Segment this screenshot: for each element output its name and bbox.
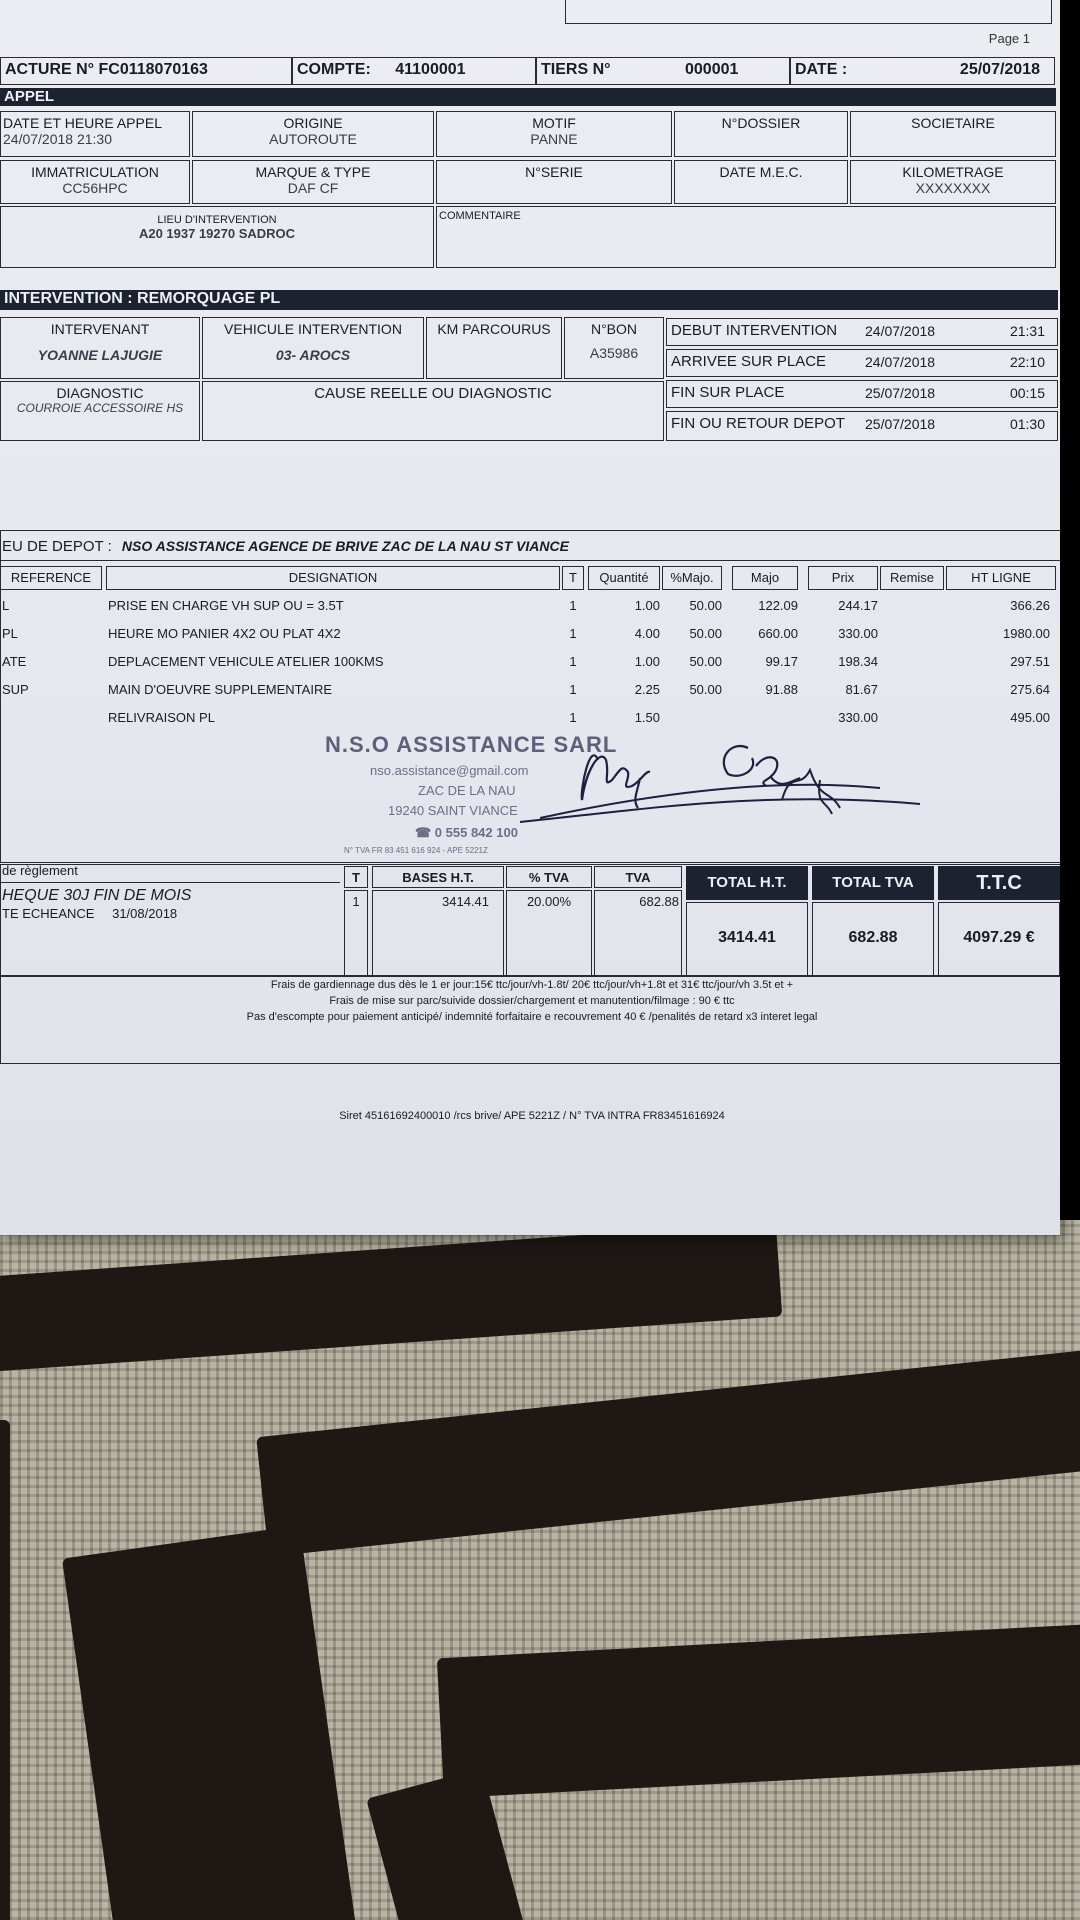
cell-pmajo: 50.00 <box>689 598 722 613</box>
cell-ref: L <box>2 598 10 613</box>
stamp-phone: ☎ 0 555 842 100 <box>415 825 518 840</box>
total-ht-value: 3414.41 <box>686 902 808 976</box>
cell-des: PRISE EN CHARGE VH SUP OU = 3.5T <box>108 598 344 613</box>
vat-label: TVA <box>594 866 682 888</box>
cell-t: 1 <box>569 682 577 697</box>
cell-prix: 198.34 <box>838 654 878 669</box>
account-value: 41100001 <box>395 61 466 78</box>
cell-majo: 122.09 <box>758 598 798 613</box>
stamp-address-2: 19240 SAINT VIANCE <box>388 803 518 818</box>
time-date: 24/07/2018 <box>865 323 936 339</box>
time-hour: 01:30 <box>1009 416 1045 432</box>
vehicle-label: VEHICULE INTERVENTION <box>224 321 402 337</box>
time-label: ARRIVEE SUR PLACE <box>671 353 827 370</box>
date-label: DATE : <box>795 61 848 78</box>
divider <box>0 882 340 883</box>
cell-qty: 1.00 <box>634 598 660 613</box>
time-hour: 21:31 <box>1009 323 1045 339</box>
stamp-tva: N° TVA FR 83 451 616 924 - APE 5221Z <box>344 846 488 855</box>
time-label: FIN OU RETOUR DEPOT <box>671 415 845 432</box>
time-date: 25/07/2018 <box>865 416 936 432</box>
due-date-row <box>2 906 177 921</box>
total-vat-label: TOTAL TVA <box>812 866 934 900</box>
cell-qty: 1.00 <box>634 654 660 669</box>
col-ht-line: HT LIGNE <box>946 566 1056 590</box>
conditions-line-2: Frais de mise sur parc/suivide dossier/chargement et manutention/filmage : 90 € ttc <box>329 995 735 1007</box>
payment-mode: HEQUE 30J FIN DE MOIS <box>2 887 192 904</box>
cell-t: 1 <box>569 598 577 613</box>
siret-line: Siret 45161692400010 /rcs brive/ APE 5221Z / N° TVA INTRA FR83451616924 <box>339 1110 725 1122</box>
call-datetime-label: DATE ET HEURE APPEL <box>3 115 162 131</box>
carpet-background <box>0 1220 1080 1920</box>
cell-t: 1 <box>569 710 577 725</box>
total-vat-value: 682.88 <box>812 902 934 976</box>
cell-prix: 330.00 <box>838 626 878 641</box>
comment-label: COMMENTAIRE <box>439 210 521 222</box>
comment-cell <box>436 206 1056 268</box>
date-value: 25/07/2018 <box>959 61 1040 78</box>
total-ht-label: TOTAL H.T. <box>686 866 808 900</box>
cell-ref: SUP <box>2 682 29 697</box>
col-pct-majo: %Majo. <box>662 566 722 590</box>
motive-cell <box>436 111 672 157</box>
bon-cell <box>564 317 664 379</box>
location-value: A20 1937 19270 SADROC <box>138 226 296 241</box>
cause-cell <box>202 381 664 441</box>
vat-pct-label: % TVA <box>506 866 592 888</box>
societaire-cell <box>850 111 1056 157</box>
cell-prix: 81.67 <box>845 682 878 697</box>
account-label: COMPTE: <box>297 61 371 78</box>
signature-image <box>520 730 940 840</box>
cause-label: CAUSE REELLE OU DIAGNOSTIC <box>314 385 552 402</box>
origin-label: ORIGINE <box>283 115 343 131</box>
time-label: DEBUT INTERVENTION <box>671 322 838 339</box>
vehicle-value: 03- AROCS <box>275 347 351 363</box>
account-box <box>292 57 536 85</box>
diagnostic-value: COURROIE ACCESSOIRE HS <box>16 401 184 415</box>
top-address-box <box>565 0 1052 24</box>
mileage-cell <box>850 160 1056 204</box>
time-date: 25/07/2018 <box>865 385 936 401</box>
cell-t: 1 <box>569 654 577 669</box>
diagnostic-cell <box>0 381 200 441</box>
bon-value: A35986 <box>589 345 639 361</box>
brand-cell <box>192 160 434 204</box>
plate-cell <box>0 160 190 204</box>
col-reference: REFERENCE <box>0 566 102 590</box>
cell-majo: 99.17 <box>765 654 798 669</box>
date-box <box>790 57 1055 85</box>
due-date-value: 31/08/2018 <box>112 906 178 921</box>
tiers-label: TIERS N° <box>541 61 611 78</box>
cell-ref: PL <box>2 626 18 641</box>
cell-qty: 4.00 <box>634 626 660 641</box>
cell-des: DEPLACEMENT VEHICULE ATELIER 100KMS <box>108 654 384 669</box>
appel-section-title: APPEL <box>0 88 1056 106</box>
depot-label: EU DE DEPOT : <box>2 538 112 555</box>
plate-value: CC56HPC <box>62 180 128 196</box>
location-label: LIEU D'INTERVENTION <box>157 214 277 226</box>
col-t: T <box>562 566 584 590</box>
tiers-box <box>536 57 790 85</box>
brand-value: DAF CF <box>287 180 339 196</box>
col-quantity: Quantité <box>588 566 660 590</box>
cell-majo: 91.88 <box>765 682 798 697</box>
bases-value: 3414.41 <box>372 890 504 976</box>
cell-qty: 1.50 <box>634 710 660 725</box>
intervenant-label: INTERVENANT <box>50 321 150 337</box>
cell-ht: 1980.00 <box>1003 626 1050 641</box>
dossier-cell <box>674 111 848 157</box>
divider <box>0 560 1060 561</box>
vehicle-cell <box>202 317 424 379</box>
cell-prix: 244.17 <box>838 598 878 613</box>
cell-majo: 660.00 <box>758 626 798 641</box>
vat-value: 682.88 <box>594 890 682 976</box>
vat-pct-value: 20.00% <box>506 890 592 976</box>
cell-des: HEURE MO PANIER 4X2 OU PLAT 4X2 <box>108 626 341 641</box>
origin-value: AUTOROUTE <box>269 131 357 147</box>
stamp-address-1: ZAC DE LA NAU <box>418 783 516 798</box>
cell-qty: 2.25 <box>634 682 660 697</box>
ttc-value: 4097.29 € <box>938 902 1060 976</box>
motive-label: MOTIF <box>532 115 576 131</box>
cell-des: RELIVRAISON PL <box>108 710 215 725</box>
call-datetime-cell <box>0 111 190 157</box>
time-row-arrival <box>666 349 1058 377</box>
serial-label: N°SERIE <box>525 164 583 180</box>
due-date-label: TE ECHEANCE <box>2 906 95 921</box>
time-label: FIN SUR PLACE <box>671 384 785 401</box>
cell-ht: 366.26 <box>1010 598 1050 613</box>
mileage-label: KILOMETRAGE <box>902 164 1004 180</box>
time-row-return <box>666 411 1058 441</box>
cell-prix: 330.00 <box>838 710 878 725</box>
mec-date-label: DATE M.E.C. <box>719 164 803 180</box>
intervenant-cell <box>0 317 200 379</box>
time-hour: 00:15 <box>1009 385 1045 401</box>
mec-date-cell <box>674 160 848 204</box>
cell-ht: 495.00 <box>1010 710 1050 725</box>
cell-ref: ATE <box>2 654 27 669</box>
mileage-value: XXXXXXXX <box>915 180 991 196</box>
conditions-line-1: Frais de gardiennage dus dès le 1 er jour:15€ ttc/jour/vh-1.8t/ 20€ ttc/jour/vh+1.8t et 31€ ttc/jour/vh 3.5t et + <box>270 979 794 991</box>
bon-label: N°BON <box>590 321 638 337</box>
conditions-line-3: Pas d'escompte pour paiement anticipé/ indemnité forfaitaire e recouvrement 40 € /penalités de retard x3 interet legal <box>246 1011 818 1023</box>
col-designation: DESIGNATION <box>106 566 560 590</box>
payment-label: de règlement <box>2 863 78 878</box>
cell-pmajo: 50.00 <box>689 654 722 669</box>
cell-ht: 275.64 <box>1010 682 1050 697</box>
motive-value: PANNE <box>530 131 578 147</box>
stamp-company: N.S.O ASSISTANCE SARL <box>325 732 618 757</box>
cell-ht: 297.51 <box>1010 654 1050 669</box>
time-row-start <box>666 318 1058 346</box>
cell-des: MAIN D'OEUVRE SUPPLEMENTAIRE <box>108 682 333 697</box>
tiers-value: 000001 <box>685 61 739 78</box>
km-cell <box>426 317 562 379</box>
societaire-label: SOCIETAIRE <box>911 115 995 131</box>
serial-cell <box>436 160 672 204</box>
brand-label: MARQUE & TYPE <box>255 164 371 180</box>
col-discount: Remise <box>880 566 944 590</box>
km-label: KM PARCOURUS <box>437 321 551 337</box>
totals-t-value: 1 <box>344 890 368 976</box>
depot-row <box>2 538 569 555</box>
intervenant-value: YOANNE LAJUGIE <box>37 347 163 363</box>
col-price: Prix <box>808 566 878 590</box>
dossier-label: N°DOSSIER <box>721 115 801 131</box>
location-cell <box>0 206 434 268</box>
cell-pmajo: 50.00 <box>689 682 722 697</box>
bases-label: BASES H.T. <box>372 866 504 888</box>
page-number: Page 1 <box>988 31 1030 46</box>
plate-label: IMMATRICULATION <box>31 164 159 180</box>
time-row-end <box>666 380 1058 408</box>
ttc-label: T.T.C <box>938 866 1060 900</box>
col-majo: Majo <box>732 566 798 590</box>
depot-value: NSO ASSISTANCE AGENCE DE BRIVE ZAC DE LA NAU ST VIANCE <box>121 538 569 554</box>
time-date: 24/07/2018 <box>865 354 936 370</box>
cell-t: 1 <box>569 626 577 641</box>
intervention-section-title: INTERVENTION : REMORQUAGE PL <box>0 290 1058 310</box>
invoice-number: ACTURE N° FC0118070163 <box>0 57 292 85</box>
call-datetime-value: 24/07/2018 21:30 <box>3 131 112 147</box>
stamp-email: nso.assistance@gmail.com <box>370 763 529 778</box>
diagnostic-label: DIAGNOSTIC <box>56 385 144 401</box>
totals-t-label: T <box>344 866 368 888</box>
time-hour: 22:10 <box>1009 354 1045 370</box>
cell-pmajo: 50.00 <box>689 626 722 641</box>
origin-cell <box>192 111 434 157</box>
